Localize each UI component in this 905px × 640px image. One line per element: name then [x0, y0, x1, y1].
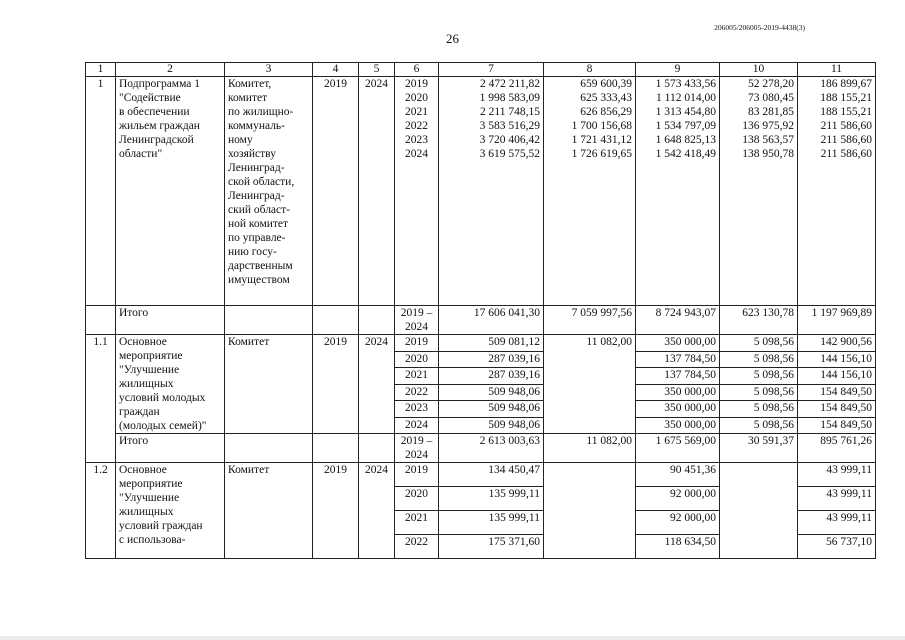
col9-list-cell — [636, 77, 720, 306]
amount-value: 56 737,10 — [798, 535, 876, 559]
executor-line: коммуналь- — [228, 120, 286, 132]
amount-value: 509 948,06 — [439, 417, 544, 434]
period-end: 2024 — [405, 449, 428, 461]
amount-value: 186 899,67 — [820, 78, 872, 90]
amount-value: 287 039,16 — [439, 368, 544, 385]
measure-name-line: условий молодых — [119, 392, 206, 404]
program-name-line: жильем граждан — [119, 120, 200, 132]
amount-value: 1 700 156,68 — [571, 120, 632, 132]
year-value: 2022 — [405, 120, 428, 132]
column-number: 3 — [225, 63, 313, 77]
column-number: 5 — [359, 63, 395, 77]
measure-name-line: "Улучшение — [119, 364, 180, 376]
amount-value: 3 619 575,52 — [479, 148, 540, 160]
column-number: 8 — [544, 63, 636, 77]
amount-value: 154 849,50 — [798, 417, 876, 434]
amount-value: 135 999,11 — [439, 487, 544, 511]
amount-value: 659 600,39 — [580, 78, 632, 90]
amount-value: 83 281,85 — [748, 106, 794, 118]
amount-value: 625 333,43 — [580, 92, 632, 104]
executor-line: дарственным — [228, 260, 293, 272]
amount-value: 626 856,29 — [580, 106, 632, 118]
measure-name-line: (молодых семей)" — [119, 420, 207, 432]
year-value: 2023 — [395, 401, 439, 418]
amount-value — [544, 463, 636, 559]
measure-name-line: условий граждан — [119, 520, 203, 532]
total-period — [395, 306, 439, 335]
year-value: 2024 — [405, 148, 428, 160]
amount-value: 211 586,60 — [820, 134, 872, 146]
measure-name-line: граждан — [119, 406, 160, 418]
total-value: 11 082,00 — [544, 434, 636, 463]
col8-list-cell — [544, 77, 636, 306]
amount-value: 2 211 748,15 — [480, 106, 540, 118]
amount-value: 118 634,50 — [636, 535, 720, 559]
executor-line: по управле- — [228, 232, 286, 244]
amount-value: 2 472 211,82 — [480, 78, 540, 90]
row-number: 1 — [86, 77, 116, 306]
amount-value: 73 080,45 — [748, 92, 794, 104]
executor-line: Ленинград- — [228, 190, 285, 202]
start-year: 2019 — [313, 463, 359, 559]
executor-line: ной комитет — [228, 218, 289, 230]
column-number: 11 — [798, 63, 876, 77]
amount-value: 1 726 619,65 — [571, 148, 632, 160]
total-value: 30 591,37 — [720, 434, 798, 463]
amount-value: 142 900,56 — [798, 335, 876, 352]
period-end: 2024 — [405, 321, 428, 333]
amount-value: 5 098,56 — [720, 351, 798, 368]
amount-value: 1 534 797,09 — [655, 120, 716, 132]
measure-name-line: с использова- — [119, 534, 186, 546]
executor-line: комитет — [228, 92, 268, 104]
year-value: 2020 — [395, 351, 439, 368]
year-value: 2021 — [405, 106, 428, 118]
amount-value: 144 156,10 — [798, 351, 876, 368]
amount-value: 211 586,60 — [820, 120, 872, 132]
executor-line: Комитет, — [228, 78, 272, 90]
col10-list-cell — [720, 77, 798, 306]
total-value: 17 606 041,30 — [439, 306, 544, 335]
amount-value: 43 999,11 — [798, 487, 876, 511]
amount-value: 43 999,11 — [798, 463, 876, 487]
amount-value: 138 950,78 — [742, 148, 794, 160]
page-number: 26 — [446, 31, 459, 46]
measure-name-line: Основное — [119, 336, 167, 348]
amount-value: 350 000,00 — [636, 335, 720, 352]
total-row — [86, 306, 876, 335]
amount-value: 1 542 418,49 — [655, 148, 716, 160]
amount-value: 287 039,16 — [439, 351, 544, 368]
amount-value: 5 098,56 — [720, 384, 798, 401]
document-id: 206005/206005-2019-4438(3) — [714, 23, 805, 32]
executor-line: ской области, — [228, 176, 295, 188]
amount-value: 188 155,21 — [820, 92, 872, 104]
total-value: 7 059 997,56 — [544, 306, 636, 335]
amount-value: 175 371,60 — [439, 535, 544, 559]
period-start: 2019 – — [400, 307, 433, 319]
executor-line: ному — [228, 134, 253, 146]
amount-value: 211 586,60 — [820, 148, 872, 160]
measure-name-line: мероприятие — [119, 478, 183, 490]
year-value: 2023 — [405, 134, 428, 146]
amount-value: 11 082,00 — [544, 335, 636, 434]
total-period — [395, 434, 439, 463]
amount-value: 1 573 433,56 — [655, 78, 716, 90]
year-value: 2020 — [405, 92, 428, 104]
year-value: 2021 — [395, 368, 439, 385]
amount-value: 135 999,11 — [439, 511, 544, 535]
amount-value: 92 000,00 — [636, 487, 720, 511]
amount-value: 1 721 431,12 — [571, 134, 632, 146]
amount-value: 5 098,56 — [720, 335, 798, 352]
column-number: 10 — [720, 63, 798, 77]
executor: Комитет — [225, 335, 313, 434]
end-year: 2024 — [359, 77, 395, 306]
executor-line: хозяйству — [228, 148, 276, 160]
column-number: 9 — [636, 63, 720, 77]
end-year: 2024 — [359, 463, 395, 559]
measure-name-cell — [116, 463, 225, 559]
total-label: Итого — [116, 306, 225, 335]
measure-name-line: жилищных — [119, 506, 174, 518]
program-name-cell — [116, 77, 225, 306]
year-value: 2020 — [395, 487, 439, 511]
start-year: 2019 — [313, 77, 359, 306]
amount-value: 134 450,47 — [439, 463, 544, 487]
table-row — [86, 335, 876, 352]
amount-value: 1 998 583,09 — [479, 92, 540, 104]
amount-value: 5 098,56 — [720, 401, 798, 418]
amount-value: 509 081,12 — [439, 335, 544, 352]
total-value: 2 613 003,63 — [439, 434, 544, 463]
amount-value — [720, 463, 798, 559]
col11-list-cell — [798, 77, 876, 306]
amount-value: 137 784,50 — [636, 351, 720, 368]
total-row — [86, 434, 876, 463]
column-number: 2 — [116, 63, 225, 77]
total-value: 1 675 569,00 — [636, 434, 720, 463]
amount-value: 144 156,10 — [798, 368, 876, 385]
amount-value: 136 975,92 — [742, 120, 794, 132]
amount-value: 350 000,00 — [636, 417, 720, 434]
column-number-row — [86, 63, 876, 77]
executor: Комитет — [225, 463, 313, 559]
amount-value: 509 948,06 — [439, 384, 544, 401]
amount-value: 90 451,36 — [636, 463, 720, 487]
total-value: 8 724 943,07 — [636, 306, 720, 335]
column-number: 6 — [395, 63, 439, 77]
amount-value: 1 112 014,00 — [656, 92, 716, 104]
row-number: 1.1 — [86, 335, 116, 434]
total-label: Итого — [116, 434, 225, 463]
amount-value: 154 849,50 — [798, 401, 876, 418]
column-number: 7 — [439, 63, 544, 77]
end-year: 2024 — [359, 335, 395, 434]
program-name-line: "Содействие — [119, 92, 181, 104]
total-value: 623 130,78 — [720, 306, 798, 335]
year-value: 2019 — [405, 78, 428, 90]
total-list-cell — [439, 77, 544, 306]
year-value: 2022 — [395, 384, 439, 401]
period-start: 2019 – — [400, 435, 433, 447]
year-value: 2019 — [395, 463, 439, 487]
amount-value: 52 278,20 — [748, 78, 794, 90]
amount-value: 350 000,00 — [636, 384, 720, 401]
measure-name-line: Основное — [119, 464, 167, 476]
amount-value: 188 155,21 — [820, 106, 872, 118]
row-number: 1.2 — [86, 463, 116, 559]
measure-name-line: жилищных — [119, 378, 174, 390]
program-name-line: Подпрограмма 1 — [119, 78, 201, 90]
amount-value: 5 098,56 — [720, 417, 798, 434]
executor-line: по жилищно- — [228, 106, 294, 118]
amount-value: 138 563,57 — [742, 134, 794, 146]
amount-value: 5 098,56 — [720, 368, 798, 385]
amount-value: 3 583 516,29 — [479, 120, 540, 132]
page-bottom-edge — [0, 636, 905, 640]
year-list-cell — [395, 77, 439, 306]
measure-name-cell — [116, 335, 225, 434]
executor-line: имуществом — [228, 274, 290, 286]
table-row — [86, 77, 876, 306]
start-year: 2019 — [313, 335, 359, 434]
program-name-line: в обеспечении — [119, 106, 190, 118]
amount-value: 43 999,11 — [798, 511, 876, 535]
measure-name-line: мероприятие — [119, 350, 183, 362]
executor-line: Ленинград- — [228, 162, 285, 174]
total-value: 895 761,26 — [798, 434, 876, 463]
column-number: 1 — [86, 63, 116, 77]
year-value: 2019 — [395, 335, 439, 352]
executor-cell — [225, 77, 313, 306]
year-value: 2024 — [395, 417, 439, 434]
amount-value: 92 000,00 — [636, 511, 720, 535]
table-row — [86, 463, 876, 487]
executor-line: нию госу- — [228, 246, 277, 258]
column-number: 4 — [313, 63, 359, 77]
amount-value: 3 720 406,42 — [479, 134, 540, 146]
amount-value: 154 849,50 — [798, 384, 876, 401]
amount-value: 509 948,06 — [439, 401, 544, 418]
amount-value: 1 648 825,13 — [655, 134, 716, 146]
amount-value: 350 000,00 — [636, 401, 720, 418]
executor-line: ский област- — [228, 204, 290, 216]
year-value: 2021 — [395, 511, 439, 535]
measure-name-line: "Улучшение — [119, 492, 180, 504]
program-name-line: Ленинградской — [119, 134, 194, 146]
amount-value: 1 313 454,80 — [655, 106, 716, 118]
amount-value: 137 784,50 — [636, 368, 720, 385]
program-name-line: области" — [119, 148, 163, 160]
year-value: 2022 — [395, 535, 439, 559]
budget-table — [85, 62, 876, 559]
total-value: 1 197 969,89 — [798, 306, 876, 335]
